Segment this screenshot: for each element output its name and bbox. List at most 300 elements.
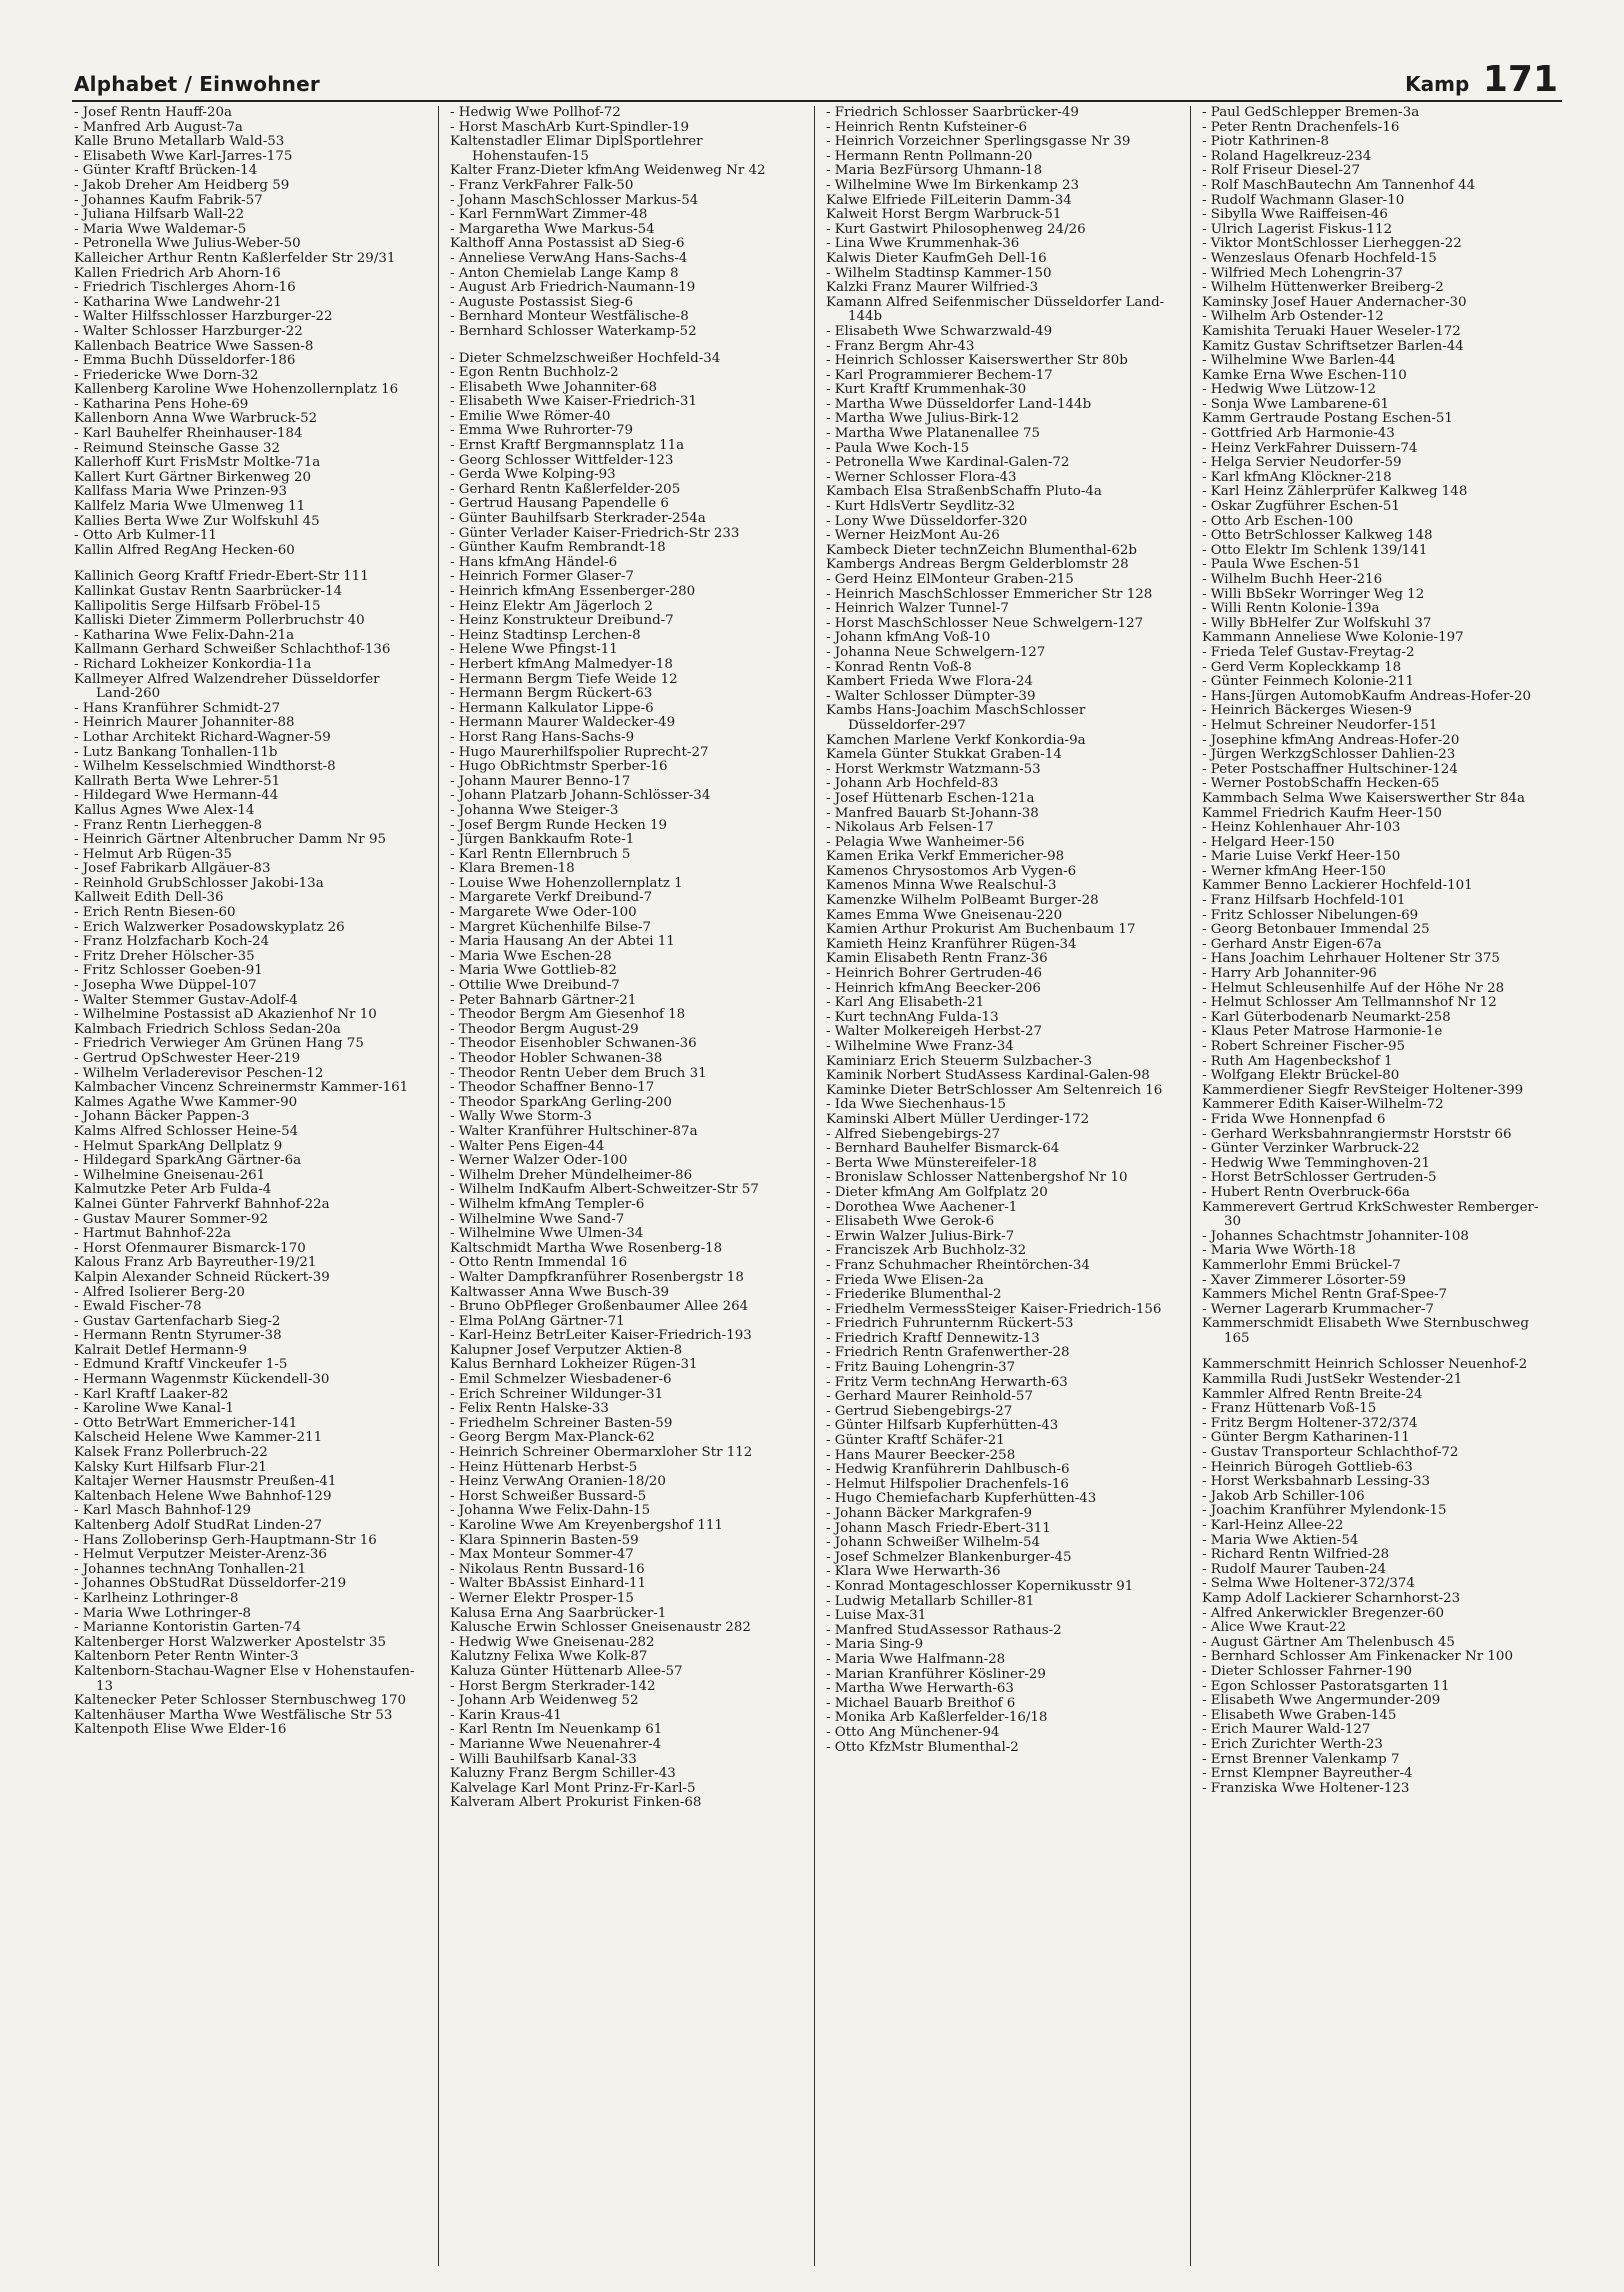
directory-entry: - Berta Wwe Münstereifeler-18 [826,1155,1037,1171]
directory-entry: - Franz Bergm Ahr-43 [826,338,975,354]
directory-entry: - Otto Rentn Immendal 16 [450,1255,628,1271]
directory-entry: - Petronella Wwe Julius-Weber-50 [74,236,301,252]
directory-entry: - Karl Ang Elisabeth-21 [826,995,985,1011]
directory-entry: - Bernhard Bauhelfer Bismarck-64 [826,1141,1060,1157]
directory-entry: - Gustav Maurer Sommer-92 [74,1211,268,1227]
directory-entry: - Wilhelm kfmAng Templer-6 [450,1196,645,1212]
directory-entry: - Gertrud Siebengebirgs-27 [826,1403,1013,1419]
directory-entry: - Walter Hilfsschlosser Harzburger-22 [74,309,333,325]
directory-entry: - Heinz VerkFahrer Duissern-74 [1202,440,1418,456]
directory-entry: - Jürgen Bankkaufm Rote-1 [450,832,635,848]
directory-entry: Kamin Elisabeth Rentn Franz-36 [826,951,1048,967]
directory-entry: - Maria Wwe Halfmann-28 [826,1651,1006,1667]
directory-entry: - Gustav Gartenfacharb Sieg-2 [74,1313,281,1329]
directory-entry: - Bronislaw Schlosser Nattenbergshof Nr 10 [826,1170,1128,1186]
directory-entry: Kambert Frieda Wwe Flora-24 [826,674,1033,690]
directory-entry: - Johann MaschSchlosser Markus-54 [450,192,699,208]
directory-entry: - Erich Schreiner Wildunger-31 [450,1386,664,1402]
directory-entry: - Maria Wwe Lothringer-8 [74,1605,252,1621]
column-2 [450,106,798,2266]
directory-entry: Kaminski Albert Müller Uerdinger-172 [826,1111,1090,1127]
entry-gap [450,340,798,352]
directory-entry: - Dieter Schlosser Fahrner-190 [1202,1663,1413,1679]
directory-entry: - Karoline Wwe Am Kreyenbergshof 111 [450,1518,723,1533]
directory-entry: Kallfass Maria Wwe Prinzen-93 [74,484,288,500]
directory-entry: - Wally Wwe Storm-3 [450,1109,592,1125]
directory-entry: - Heinrich Schreiner Obermarxloher Str 112 [450,1445,753,1461]
directory-entry: Kammers Michel Rentn Graf-Spee-7 [1202,1287,1448,1303]
directory-entry: - Wilhelm Verladerevisor Peschen-12 [74,1065,324,1081]
directory-entry: Kamp Adolf Lackierer Scharnhorst-23 [1202,1590,1461,1606]
directory-entry: - Emma Buchh Düsseldorfer-186 [74,353,296,369]
directory-entry: - Fritz Bauing Lohengrin-37 [826,1360,1016,1376]
directory-entry: Kallinkat Gustav Rentn Saarbrücker-14 [74,584,343,599]
directory-entry: Kalzki Franz Maurer Wilfried-3 [826,280,1039,296]
directory-entry: - Emma Wwe Ruhrorter-79 [450,423,634,439]
directory-entry: - Walter Dampfkranführer Rosenbergstr 18 [450,1269,744,1285]
directory-entry: - Alfred Siebengebirgs-27 [826,1126,1001,1142]
directory-entry: - Theodor Eisenhobler Schwanen-36 [450,1036,697,1052]
directory-entry: - Egon Schlosser Pastoratsgarten 11 [1202,1678,1450,1694]
directory-entry: - Hedwig Wwe Pollhof-72 [450,106,621,120]
directory-entry: - Karl Rentn Im Neuenkamp 61 [450,1722,663,1738]
directory-entry: - Luise Max-31 [826,1608,927,1624]
directory-entry: - Lina Wwe Krummenhak-36 [826,236,1020,252]
directory-entry: - Lothar Architekt Richard-Wagner-59 [74,729,331,745]
directory-entry: Kalnei Günter Fahrverkf Bahnhof-22a [74,1196,330,1212]
directory-entry: - Karl Rentn Ellernbruch 5 [450,846,631,862]
directory-entry: - Rudolf Wachmann Glaser-10 [1202,192,1405,208]
directory-entry: - Wilfried Mech Lohengrin-37 [1202,265,1403,281]
directory-entry: - Emilie Wwe Römer-40 [450,408,611,424]
directory-entry: - Katharina Wwe Felix-Dahn-21a [74,627,295,643]
directory-entry: - Maria Wwe Waldemar-5 [74,221,247,237]
directory-entry: - Fritz Bergm Holtener-372/374 [1202,1415,1418,1431]
directory-entry: - Sibylla Wwe Raiffeisen-46 [1202,207,1388,223]
directory-entry: - Martha Wwe Julius-Birk-12 [826,411,1020,427]
directory-entry: - Dieter kfmAng Am Golfplatz 20 [826,1184,1048,1200]
directory-columns [74,106,1562,2266]
directory-entry: - Johann Bäcker Markgrafen-9 [826,1506,1033,1521]
directory-entry: - Josef Rentn Hauff-20a [74,106,232,120]
directory-entry: Kalutzny Felixa Wwe Kolk-87 [450,1649,648,1665]
directory-entry: Kammerschmidt Elisabeth Wwe Sternbuschweg 165 [1202,1316,1529,1346]
directory-entry: - Wilhelmine Gneisenau-261 [74,1167,266,1183]
directory-entry: - Günter Bauhilfsarb Sterkrader-254a [450,511,706,527]
directory-entry: - Friedrich Rentn Grafenwerther-28 [826,1345,1070,1361]
directory-entry: - Juliana Hilfsarb Wall-22 [74,207,245,223]
directory-entry: - Elisabeth Wwe Schwarzwald-49 [826,323,1053,339]
directory-entry: - Heinrich Walzer Tunnel-7 [826,601,1009,617]
directory-entry: - Klara Spinnerin Basten-59 [450,1532,639,1548]
directory-entry: Kames Emma Wwe Gneisenau-220 [826,907,1063,923]
directory-entry: - Johann Schweißer Wilhelm-54 [826,1535,1041,1551]
directory-entry: - Günter Hilfsarb Kupferhütten-43 [826,1418,1059,1434]
directory-entry: Kalsek Franz Pollerbruch-22 [74,1445,268,1461]
directory-entry: - Heinrich kfmAng Essenberger-280 [450,584,696,599]
directory-entry: - Max Monteur Sommer-47 [450,1547,634,1563]
directory-entry: - Werner kfmAng Heer-150 [1202,863,1386,879]
directory-entry: Kamen Erika Verkf Emmericher-98 [826,849,1065,865]
column-4 [1202,106,1550,2266]
directory-entry: - Ruth Am Hagenbeckshof 1 [1202,1053,1393,1069]
directory-entry: - Jakob Arb Schiller-106 [1202,1488,1365,1504]
directory-entry: - Ewald Fischer-78 [74,1299,202,1315]
directory-entry: - Erich Rentn Biesen-60 [74,905,236,921]
directory-entry: - Willi BbSekr Worringer Weg 12 [1202,586,1425,602]
directory-entry: - Fritz Schlosser Nibelungen-69 [1202,907,1419,923]
directory-entry: Kallmeyer Alfred Walzendreher Düsseldorfer Land-260 [74,671,380,702]
directory-entry: - Karl Güterbodenarb Neumarkt-258 [1202,1009,1451,1025]
directory-entry: - Alfred Isolierer Berg-20 [74,1284,245,1300]
directory-entry: - Richard Lokheizer Konkordia-11a [74,656,312,672]
directory-entry: - Friedrich Fuhrunternm Rückert-53 [826,1316,1074,1332]
directory-entry: - Walter Molkereigeh Herbst-27 [826,1024,1043,1040]
directory-entry: - Walter Pens Eigen-44 [450,1138,605,1154]
directory-entry: - Günter Kraftf Schäfer-21 [826,1433,1005,1449]
directory-entry: Kalms Alfred Schlosser Heine-54 [74,1123,299,1139]
directory-entry: - Horst Rang Hans-Sachs-9 [450,729,635,745]
directory-entry: - Helmut Schreiner Neudorfer-151 [1202,717,1438,733]
directory-entry: Kalter Franz-Dieter kfmAng Weidenweg Nr 42 [450,163,766,179]
directory-entry: - Gertrud Hausang Papendelle 6 [450,496,669,512]
directory-entry: - Manfred Bauarb St-Johann-38 [826,805,1039,821]
directory-entry: Kaminik Norbert StudAssess Kardinal-Galen-98 [826,1068,1150,1084]
directory-entry: - Willi Bauhilfsarb Kanal-33 [450,1751,637,1767]
directory-entry: - Wilhelmine Postassist aD Akazienhof Nr 10 [74,1007,377,1023]
directory-entry: - Horst Werkmstr Watzmann-53 [826,761,1041,777]
directory-entry: - Klaus Peter Matrose Harmonie-1e [1202,1024,1443,1040]
directory-entry: - Franz VerkFahrer Falk-50 [450,177,634,193]
directory-entry: - Fritz Dreher Hölscher-35 [74,948,255,964]
directory-entry: Kammler Alfred Rentn Breite-24 [1202,1386,1423,1402]
directory-entry: Kaltschmidt Martha Wwe Rosenberg-18 [450,1240,723,1256]
column-divider [1190,106,1191,2266]
directory-entry: Kammann Anneliese Wwe Kolonie-197 [1202,630,1464,646]
directory-entry: - Werner Walzer Oder-100 [450,1153,628,1169]
directory-entry: - Johann Arb Hochfeld-83 [826,776,999,792]
directory-entry: - Dieter Schmelzschweißer Hochfeld-34 [450,350,721,366]
directory-entry: - Richard Rentn Wilfried-28 [1202,1547,1390,1563]
directory-entry: - Helene Wwe Pfingst-11 [450,642,618,658]
directory-entry: - Josef Schmelzer Blankenburger-45 [826,1549,1072,1565]
directory-entry: Kamenzke Wilhelm PolBeamt Burger-28 [826,893,1099,909]
directory-entry: - Paula Wwe Eschen-51 [1202,557,1361,573]
directory-entry: - Erwin Walzer Julius-Birk-7 [826,1228,1015,1244]
directory-entry: - Georg Schlosser Wittfelder-123 [450,452,674,468]
directory-entry: - Karl FernmWart Zimmer-48 [450,207,648,223]
running-head [1405,59,1558,100]
directory-entry: - Petronella Wwe Kardinal-Galen-72 [826,455,1070,471]
directory-entry: - Gerhard Anstr Eigen-67a [1202,936,1382,952]
directory-entry: Kammerlohr Emmi Brückel-7 [1202,1257,1401,1273]
directory-entry: Kamke Erna Wwe Eschen-110 [1202,367,1407,383]
directory-entry: Kamenos Chrysostomos Arb Vygen-6 [826,863,1077,879]
directory-entry: - Friedericke Wwe Dorn-32 [74,367,259,383]
directory-entry: Kambergs Andreas Bergm Gelderblomstr 28 [826,557,1129,573]
directory-entry: - Theodor Hobler Schwanen-38 [450,1051,663,1066]
directory-entry: - Marie Luise Verkf Heer-150 [1202,849,1401,865]
directory-entry: - Marian Kranführer Kösliner-29 [826,1666,1046,1682]
directory-entry: - Johanna Wwe Steiger-3 [450,802,619,818]
directory-entry: - Heinz VerwAng Oranien-18/20 [450,1474,666,1490]
directory-entry: Kalus Bernhard Lokheizer Rügen-31 [450,1357,698,1373]
directory-entry: - Josephine kfmAng Andreas-Hofer-20 [1202,732,1460,748]
directory-entry: - Georg Bergm Max-Planck-62 [450,1430,655,1446]
directory-entry: - Karl kfmAng Klöckner-218 [1202,469,1392,485]
directory-entry: - Ottilie Wwe Dreibund-7 [450,978,620,994]
directory-entry: Kalwe Elfriede FilLeiterin Damm-34 [826,192,1072,208]
directory-entry: - Kurt technAng Fulda-13 [826,1009,999,1025]
directory-entry: Kaltwasser Anna Wwe Busch-39 [450,1284,670,1300]
directory-entry: - Alfred Ankerwickler Bregenzer-60 [1202,1605,1445,1621]
directory-entry: - Harry Arb Johanniter-96 [1202,966,1377,982]
directory-entry: - Johann kfmAng Voß-10 [826,630,991,646]
directory-entry: - Heinz Elektr Am Jägerloch 2 [450,598,653,614]
directory-entry: - Günter Verzinker Warbruck-22 [1202,1141,1420,1157]
directory-entry: Kammel Friedrich Kaufm Heer-150 [1202,805,1442,821]
directory-entry: Kammer Benno Lackierer Hochfeld-101 [1202,878,1473,894]
directory-entry: - Heinz Kohlenhauer Ahr-103 [1202,820,1401,836]
directory-entry: - Friedrich Verwieger Am Grünen Hang 75 [74,1036,364,1052]
directory-entry: - Maria Wwe Eschen-28 [450,948,612,964]
directory-entry: - Werner PostobSchaffn Hecken-65 [1202,776,1440,792]
directory-entry: - Georg Betonbauer Immendal 25 [1202,922,1430,938]
directory-entry: Kalusa Erna Ang Saarbrücker-1 [450,1605,667,1621]
directory-entry: - Karl Bauhelfer Rheinhauser-184 [74,426,303,442]
directory-entry: - Heinrich Gärtner Altenbrucher Damm Nr 95 [74,832,386,848]
directory-entry: Kallenbach Beatrice Wwe Sassen-8 [74,338,314,354]
directory-entry: - Friedrich Schlosser Saarbrücker-49 [826,106,1079,120]
directory-entry: Kammilla Rudi JustSekr Westender-21 [1202,1372,1463,1388]
directory-entry: Kalmutzke Peter Arb Fulda-4 [74,1182,272,1198]
directory-entry: - Günter Bergm Katharinen-11 [1202,1430,1410,1446]
directory-entry: Kalusche Erwin Schlosser Gneisenaustr 282 [450,1620,751,1636]
directory-entry: Kammerer Edith Kaiser-Wilhelm-72 [1202,1097,1444,1113]
directory-entry: - Karl-Heinz BetrLeiter Kaiser-Friedrich-193 [450,1328,752,1344]
directory-entry: - Franciszek Arb Buchholz-32 [826,1243,1027,1259]
directory-entry: - Hubert Rentn Overbruck-66a [1202,1184,1410,1200]
directory-entry: - Michael Bauarb Breithof 6 [826,1695,1016,1711]
directory-entry: - Bruno ObPfleger Großenbaumer Allee 264 [450,1299,749,1315]
directory-entry: Kammerschmitt Heinrich Schlosser Neuenhof-2 [1202,1357,1528,1373]
directory-entry: Kaltenbach Helene Wwe Bahnhof-129 [74,1488,332,1504]
directory-entry: - Elisabeth Wwe Kaiser-Friedrich-31 [450,394,697,410]
directory-entry: - Hedwig Kranführerin Dahlbusch-6 [826,1462,1070,1478]
directory-entry: - Helmut SparkAng Dellplatz 9 [74,1138,283,1154]
directory-entry: - Gerda Wwe Kolping-93 [450,467,616,483]
directory-entry: - Bernhard Schlosser Waterkamp-52 [450,323,697,339]
directory-entry: - Auguste Postassist Sieg-6 [450,294,634,310]
directory-entry: - Heinrich Bohrer Gertruden-46 [826,966,1042,982]
directory-entry: - Johannes Schachtmstr Johanniter-108 [1202,1228,1469,1244]
directory-entry: - Horst Schweißer Bussard-5 [450,1488,647,1504]
directory-entry: - Alice Wwe Kraut-22 [1202,1620,1347,1636]
section-title: Alphabet / Einwohner [74,72,320,96]
directory-entry: Kalmbach Friedrich Schloss Sedan-20a [74,1021,341,1037]
directory-entry: - Wenzeslaus Ofenarb Hochfeld-15 [1202,250,1437,266]
directory-entry: - Horst MaschArb Kurt-Spindler-19 [450,119,690,135]
directory-entry: - Helmut Arb Rügen-35 [74,846,232,862]
directory-entry: - Anneliese VerwAng Hans-Sachs-4 [450,250,688,266]
directory-entry: Kalle Bruno Metallarb Wald-53 [74,134,285,150]
directory-entry: - Josef Fabrikarb Allgäuer-83 [74,861,271,877]
directory-entry: - Hans-Jürgen AutomobKaufm Andreas-Hofer-20 [1202,688,1531,704]
directory-entry: - Theodor Rentn Ueber dem Bruch 31 [450,1065,707,1081]
directory-entry: Kalscheid Helene Wwe Kammer-211 [74,1430,323,1446]
directory-entry: Kalvelage Karl Mont Prinz-Fr-Karl-5 [450,1780,696,1796]
directory-entry: - Johanna Wwe Felix-Dahn-15 [450,1503,651,1519]
directory-entry: - Wilhelmine Wwe Barlen-44 [1202,353,1396,369]
directory-entry: - Hans Zolloberinsp Gerh-Hauptmann-Str 16 [74,1532,377,1548]
directory-entry: - Hermann Bergm Rückert-63 [450,686,653,702]
directory-entry: Kallenberg Karoline Wwe Hohenzollernplatz 16 [74,382,399,398]
directory-entry: - Dorothea Wwe Aachener-1 [826,1199,1018,1215]
directory-entry: - Piotr Kathrinen-8 [1202,134,1330,150]
directory-entry: - Bernhard Monteur Westfälische-8 [450,309,689,325]
directory-entry: - Hermann Rentn Pollmann-20 [826,148,1033,164]
directory-entry: Kallmann Gerhard Schweißer Schlachthof-136 [74,642,391,658]
directory-entry: - Elisabeth Wwe Angermunder-209 [1202,1693,1441,1709]
directory-entry: - Heinz Stadtinsp Lerchen-8 [450,627,641,643]
directory-entry: - Maria Hausang An der Abtei 11 [450,934,675,950]
directory-entry: - Elisabeth Wwe Johanniter-68 [450,379,657,395]
directory-entry: - Karl Masch Bahnhof-129 [74,1503,251,1519]
directory-entry: - Elisabeth Wwe Graben-145 [1202,1707,1397,1723]
directory-entry: - Rudolf Maurer Tauben-24 [1202,1561,1387,1577]
directory-entry: - Wilhelm Hüttenwerker Breiberg-2 [1202,280,1444,296]
directory-entry: - Heinrich Rentn Kufsteiner-6 [826,119,1027,135]
directory-entry: - Frieda Wwe Elisen-2a [826,1272,984,1288]
directory-entry: - Klara Wwe Herwarth-36 [826,1564,1001,1580]
directory-entry: - Kurt HdlsVertr Seydlitz-32 [826,499,1016,515]
directory-entry: - Günter Feinmech Kolonie-211 [1202,674,1415,690]
directory-entry: - Johann Maurer Benno-17 [450,773,631,789]
directory-entry: - Viktor MontSchlosser Lierheggen-22 [1202,236,1462,252]
directory-entry: - Reimund Steinsche Gasse 32 [74,440,281,456]
directory-entry: Kamieth Heinz Kranführer Rügen-34 [826,936,1077,952]
directory-entry: - Kurt Gastwirt Philosophenweg 24/26 [826,221,1086,237]
directory-entry: - Sonja Wwe Lambarene-61 [1202,396,1390,412]
directory-entry: - Helmut Schlosser Am Tellmannshof Nr 12 [1202,995,1497,1011]
directory-entry: - Erich Walzwerker Posadowskyplatz 26 [74,919,345,935]
directory-entry: - Heinrich Maurer Johanniter-88 [74,715,295,731]
directory-entry: - Martha Wwe Herwarth-63 [826,1681,1014,1697]
directory-entry: - Oskar Zugführer Eschen-51 [1202,499,1400,515]
directory-entry: Kallrath Berta Wwe Lehrer-51 [74,773,281,789]
directory-entry: - Horst Ofenmaurer Bismarck-170 [74,1240,306,1256]
directory-entry: - Johann Platzarb Johann-Schlösser-34 [450,788,711,804]
directory-entry: Kamela Günter Stukkat Graben-14 [826,747,1062,763]
directory-entry: Kamien Arthur Prokurist Am Buchenbaum 17 [826,922,1136,938]
directory-entry: - Otto Ang Münchener-94 [826,1724,1000,1740]
directory-entry: - Hans kfmAng Händel-6 [450,554,618,570]
directory-entry: - Hermann Wagenmstr Kückendell-30 [74,1372,330,1388]
directory-entry: - Elisabeth Wwe Gerok-6 [826,1214,995,1230]
directory-entry: Kalsky Kurt Hilfsarb Flur-21 [74,1459,267,1475]
directory-entry: - Gottfried Arb Harmonie-43 [1202,426,1395,442]
directory-entry: Kalveram Albert Prokurist Finken-68 [450,1795,702,1811]
directory-entry: Kaltenpoth Elise Wwe Elder-16 [74,1722,287,1738]
directory-entry: - Fritz Verm technAng Herwarth-63 [826,1374,1068,1390]
directory-entry: - Ernst Brenner Valenkamp 7 [1202,1751,1400,1767]
directory-entry: - Walter Schlosser Dümpter-39 [826,688,1036,704]
directory-entry: Kalous Franz Arb Bayreuther-19/21 [74,1255,317,1271]
directory-entry: Kamishita Teruaki Hauer Weseler-172 [1202,323,1461,339]
directory-entry: - Franz Holzfacharb Koch-24 [74,934,270,950]
directory-entry: - Franz Hilfsarb Hochfeld-101 [1202,893,1406,909]
directory-entry: - Franziska Wwe Holtener-123 [1202,1780,1410,1796]
directory-entry: - Peter Rentn Drachenfels-16 [1202,119,1400,135]
directory-entry: - Peter Postschaffner Hultschiner-124 [1202,761,1458,777]
directory-entry: - Hans Maurer Beecker-258 [826,1447,1016,1463]
directory-entry: - Franz Rentn Lierheggen-8 [74,817,263,833]
directory-entry: - Friedrich Tischlerges Ahorn-16 [74,280,296,296]
directory-entry: - Karl Heinz Zählerprüfer Kalkweg 148 [1202,484,1468,500]
directory-entry: Kaltenecker Peter Schlosser Sternbuschweg 170 [74,1693,407,1709]
directory-entry: - Hugo ObRichtmstr Sperber-16 [450,759,668,775]
directory-entry: - Pelagia Wwe Wanheimer-56 [826,834,1025,850]
directory-entry: - Hedwig Wwe Lützow-12 [1202,382,1376,398]
directory-entry: - Maria Sing-9 [826,1637,924,1653]
directory-entry: - Louise Wwe Hohenzollernplatz 1 [450,875,683,891]
directory-entry: - Jürgen WerkzgSchlosser Dahlien-23 [1202,747,1456,763]
directory-entry: - Wilhelm Kesselschmied Windthorst-8 [74,759,336,775]
directory-entry: - Martha Wwe Platanenallee 75 [826,426,1041,442]
directory-entry: - Gerd Verm Kopleckkamp 18 [1202,659,1402,675]
directory-entry: - Nikolaus Arb Felsen-17 [826,820,994,836]
column-3 [826,106,1174,2266]
directory-entry: - Maria Wwe Wörth-18 [1202,1243,1356,1259]
directory-entry: - Hermann Rentn Styrumer-38 [74,1328,282,1344]
directory-entry: - Hildegard SparkAng Gärtner-6a [74,1153,302,1169]
directory-entry: - Friederike Blumenthal-2 [826,1287,1002,1303]
directory-entry: - Gerhard Rentn Kaßlerfelder-205 [450,481,681,497]
directory-entry: - Martha Wwe Düsseldorfer Land-144b [826,396,1092,412]
directory-entry: - Heinrich Bäckerges Wiesen-9 [1202,703,1412,719]
directory-entry: - Konrad Montageschlosser Kopernikusstr 91 [826,1578,1134,1594]
column-divider [438,106,439,2266]
running-head-keyword: Kamp [1405,72,1470,96]
directory-entry: - Karin Kraus-41 [450,1707,562,1723]
directory-entry: - Ernst Kraftf Bergmannsplatz 11a [450,438,685,454]
directory-entry: - Hermann Maurer Waldecker-49 [450,715,676,731]
directory-entry: - Otto Elektr Im Schlenk 139/141 [1202,542,1428,558]
directory-entry: - Erich Zurichter Werth-23 [1202,1736,1383,1752]
directory-entry: - Edmund Kraftf Vinckeufer 1-5 [74,1357,288,1373]
directory-entry: - Otto BetrSchlosser Kalkweg 148 [1202,528,1433,544]
directory-entry: - Rolf Friseur Diesel-27 [1202,163,1361,179]
column-divider [814,106,815,2266]
directory-entry: - Hedwig Wwe Gneisenau-282 [450,1634,655,1650]
directory-entry: - Johannes technAng Tonhallen-21 [74,1561,307,1577]
directory-entry: - Frieda Telef Gustav-Freytag-2 [1202,644,1415,660]
directory-entry: - Otto BetrWart Emmericher-141 [74,1415,298,1431]
directory-entry: - Franz Schuhmacher Rheintörchen-34 [826,1257,1090,1273]
directory-entry: - Hartmut Bahnhof-22a [74,1226,231,1242]
directory-entry: - Otto Arb Kulmer-11 [74,528,217,544]
directory-entry: - Gerhard Maurer Reinhold-57 [826,1389,1033,1405]
directory-entry: - Margarete Wwe Oder-100 [450,905,637,921]
directory-entry: - Manfred StudAssessor Rathaus-2 [826,1622,1062,1638]
directory-entry: - Heinrich Vorzeichner Sperlingsgasse Nr 39 [826,134,1131,150]
directory-entry: - Josef Hüttenarb Eschen-121a [826,790,1035,806]
directory-entry: - Karl-Heinz Allee-22 [1202,1518,1344,1533]
directory-entry: - Wolfgang Elektr Brückel-80 [1202,1068,1400,1084]
directory-entry: - Heinrich Former Glaser-7 [450,569,634,585]
directory-entry: - Gertrud OpSchwester Heer-219 [74,1051,301,1066]
directory-entry: - Helga Servier Neudorfer-59 [1202,455,1402,471]
